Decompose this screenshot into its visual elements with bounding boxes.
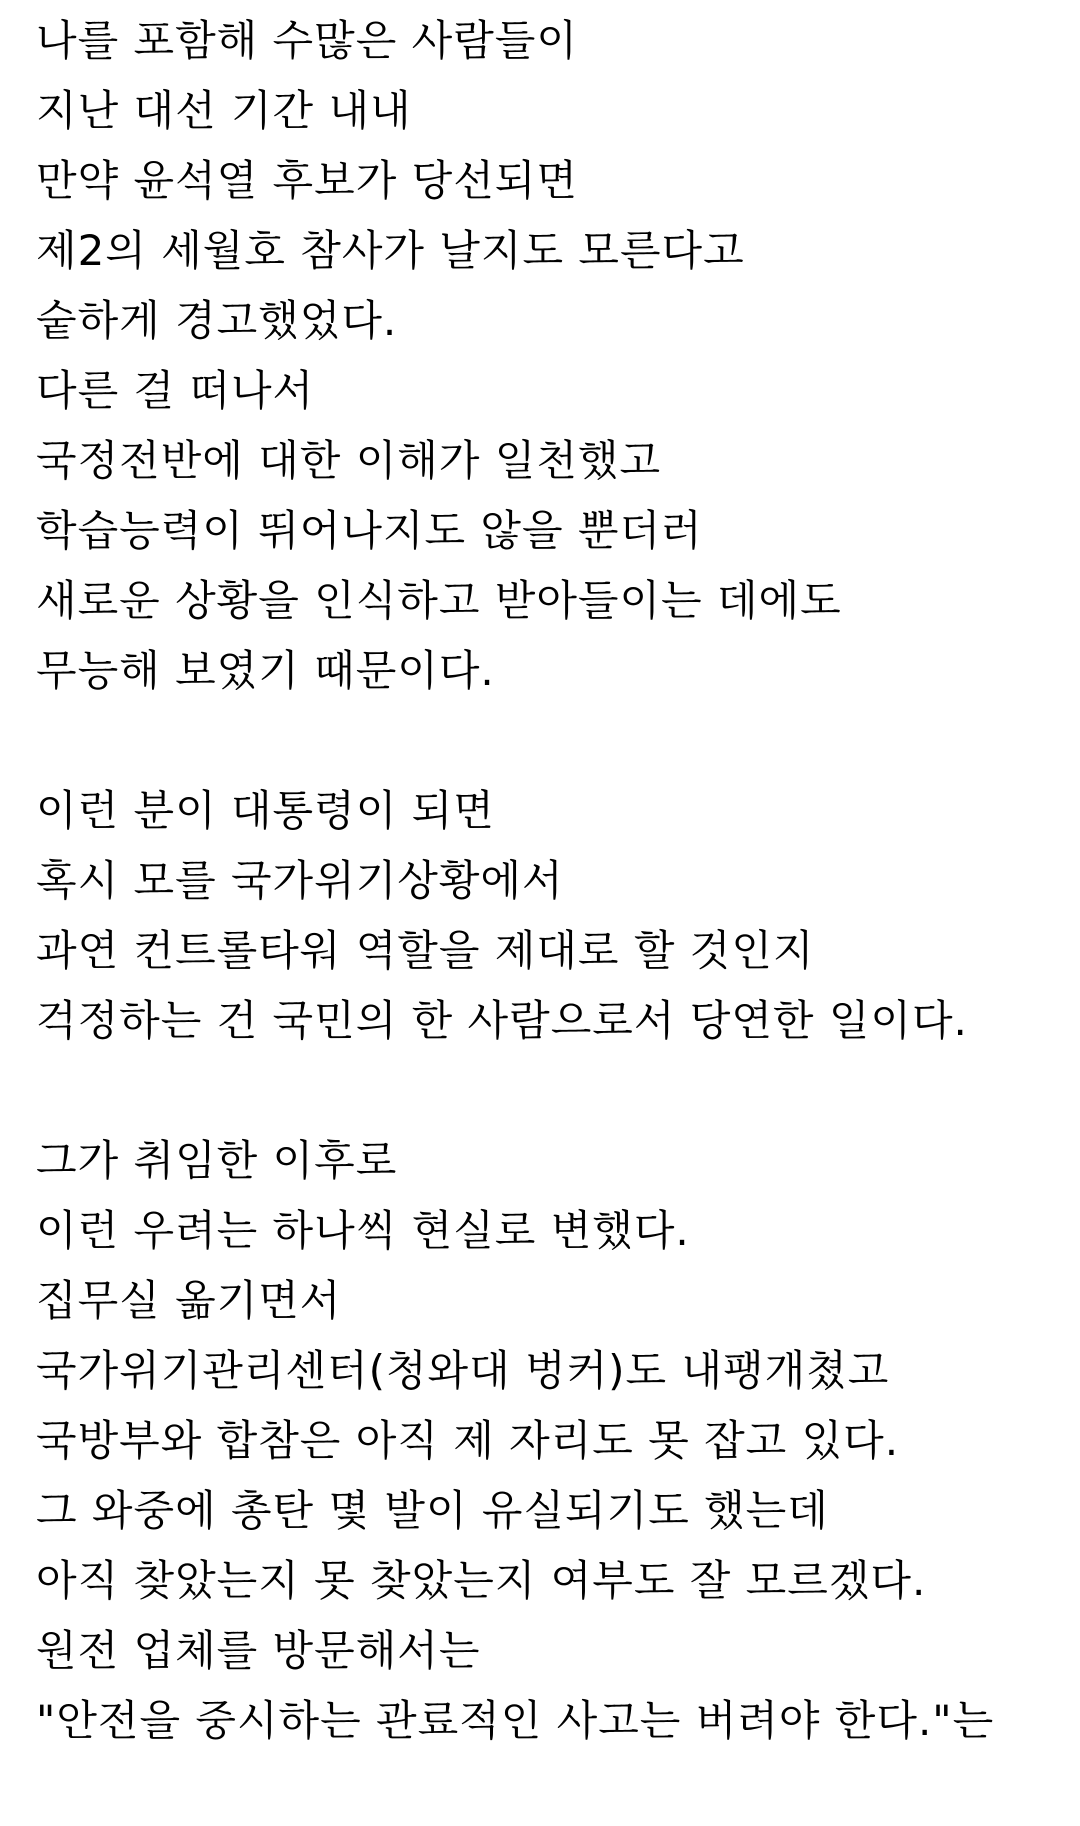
text-line: 국정전반에 대한 이해가 일천했고 <box>36 436 662 485</box>
text-line: 그가 취임한 이후로 <box>36 1136 398 1185</box>
paragraph-1 <box>36 6 1066 706</box>
text-line: 원전 업체를 방문해서는 <box>36 1626 481 1675</box>
text-line: 그 와중에 총탄 몇 발이 유실되기도 했는데 <box>36 1486 829 1535</box>
text-line: 아직 찾았는지 못 찾았는지 여부도 잘 모르겠다. <box>36 1556 927 1605</box>
text-line: 새로운 상황을 인식하고 받아들이는 데에도 <box>36 576 842 625</box>
text-line: 과연 컨트롤타워 역할을 제대로 할 것인지 <box>36 926 815 975</box>
text-line: 나를 포함해 수많은 사람들이 <box>36 16 578 65</box>
text-line: "안전을 중시하는 관료적인 사고는 버려야 한다."는 <box>36 1696 995 1745</box>
text-line: 이런 분이 대통령이 되면 <box>36 786 495 835</box>
text-line: 학습능력이 뛰어나지도 않을 뿐더러 <box>36 506 703 555</box>
document-body <box>36 6 1066 1826</box>
text-line: 혹시 모를 국가위기상황에서 <box>36 856 564 905</box>
text-line: 걱정하는 건 국민의 한 사람으로서 당연한 일이다. <box>36 996 968 1045</box>
text-line: 무능해 보였기 때문이다. <box>36 646 495 695</box>
text-line: 국가위기관리센터(청와대 벙커)도 내팽개쳤고 <box>36 1346 890 1395</box>
text-line: 국방부와 합참은 아직 제 자리도 못 잡고 있다. <box>36 1416 900 1465</box>
text-line: 제2의 세월호 참사가 날지도 모른다고 <box>36 226 745 275</box>
text-line: 이런 우려는 하나씩 현실로 변했다. <box>36 1206 690 1255</box>
paragraph-2 <box>36 776 1066 1056</box>
text-line: 다른 걸 떠나서 <box>36 366 315 415</box>
text-line: 만약 윤석열 후보가 당선되면 <box>36 156 578 205</box>
text-line: 지난 대선 기간 내내 <box>36 86 412 135</box>
text-line: 집무실 옮기면서 <box>36 1276 342 1325</box>
paragraph-3 <box>36 1126 1066 1756</box>
text-line: 숱하게 경고했었다. <box>36 296 398 345</box>
